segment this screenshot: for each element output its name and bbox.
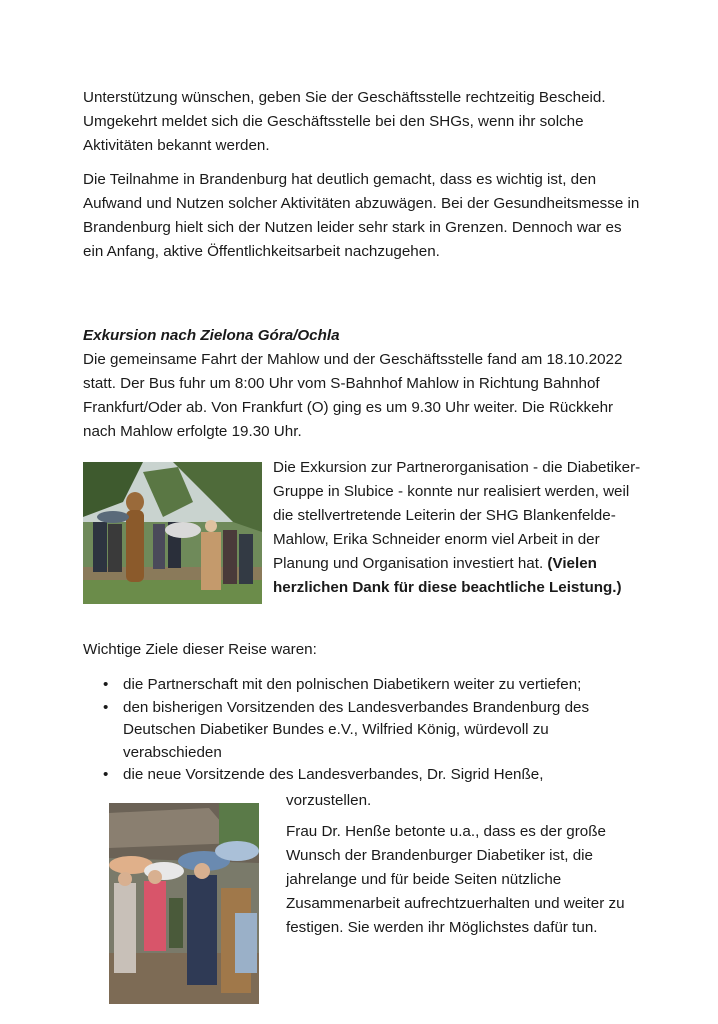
photo-umbrella-group-image — [109, 803, 259, 1004]
section-heading: Exkursion nach Zielona Góra/Ochla — [83, 327, 340, 344]
paragraph-brandenburg: Die Teilnahme in Brandenburg hat deutlich gemacht, dass es wichtig ist, den Aufwand und Nutzen solcher Aktivitäten abzuwägen. Bei der Gesundheitsmesse in Brandenburg hielt sich der Nutzen leider sehr stark in Grenzen. Dennoch war es ein Anfang, aktive Öffentlichkeitsarbeit nachzugehen. — [83, 171, 640, 260]
photo-umbrella-group — [109, 803, 259, 1004]
list-item — [83, 697, 643, 765]
list-item-text: den bisherigen Vorsitzenden des Landesverbandes Brandenburg des Deutschen Diabetiker Bundes e.V., Wilfried König, würdevoll zu verabschieden — [123, 698, 590, 761]
list-item-text: die neue Vorsitzende des Landesverbandes, Dr. Sigrid Henße, — [123, 766, 544, 783]
bullet-continuation: vorzustellen. — [286, 792, 372, 809]
list-item — [83, 764, 643, 787]
thanks-text: (Vielen herzlichen Dank für diese beachtliche Leistung.) — [273, 555, 622, 596]
goals-list — [83, 674, 643, 787]
bullet-glyph: • — [103, 766, 109, 783]
paragraph-partner-org — [273, 456, 643, 600]
partner-org-text: Die Exkursion zur Partnerorganisation - die Diabetiker-Gruppe in Slubice - konnte nur realisiert werden, weil die stellvertretende Leiterin der SHG Blankenfelde-Mahlow, Erika Schneider enorm viel Arbeit in der Planung und Organisation investiert hat. — [273, 459, 641, 572]
photo-excursion-group-image — [83, 462, 262, 604]
bullet-glyph: • — [103, 676, 109, 693]
list-item — [83, 674, 643, 697]
goals-intro: Wichtige Ziele dieser Reise waren: — [83, 641, 317, 658]
paragraph-trip: Die gemeinsame Fahrt der Mahlow und der Geschäftsstelle fand am 18.10.2022 statt. Der Bus fuhr um 8:00 Uhr vom S-Bahnhof Mahlow in Richtung Bahnhof Frankfurt/Oder ab. Von Frankfurt (O) ging es um 9.30 Uhr weiter. Die Rückkehr nach Mahlow erfolgte 19.30 Uhr. — [83, 351, 623, 440]
photo-excursion-group — [83, 462, 262, 604]
paragraph-hensse: Frau Dr. Henße betonte u.a., dass es der große Wunsch der Brandenburger Diabetiker ist, die jahrelange und für beide Seiten nützliche Zusammenarbeit aufrechtzuerhalten und weiter zu festigen. Sie werden ihr Möglichstes dafür tun. — [286, 823, 625, 936]
list-item-text: die Partnerschaft mit den polnischen Diabetikern weiter zu vertiefen; — [123, 676, 582, 693]
paragraph-support: Unterstützung wünschen, geben Sie der Geschäftsstelle rechtzeitig Bescheid. Umgekehrt meldet sich die Geschäftsstelle bei den SHGs, wenn ihr solche Aktivitäten bekannt werden. — [83, 89, 606, 154]
bullet-glyph: • — [103, 698, 109, 716]
